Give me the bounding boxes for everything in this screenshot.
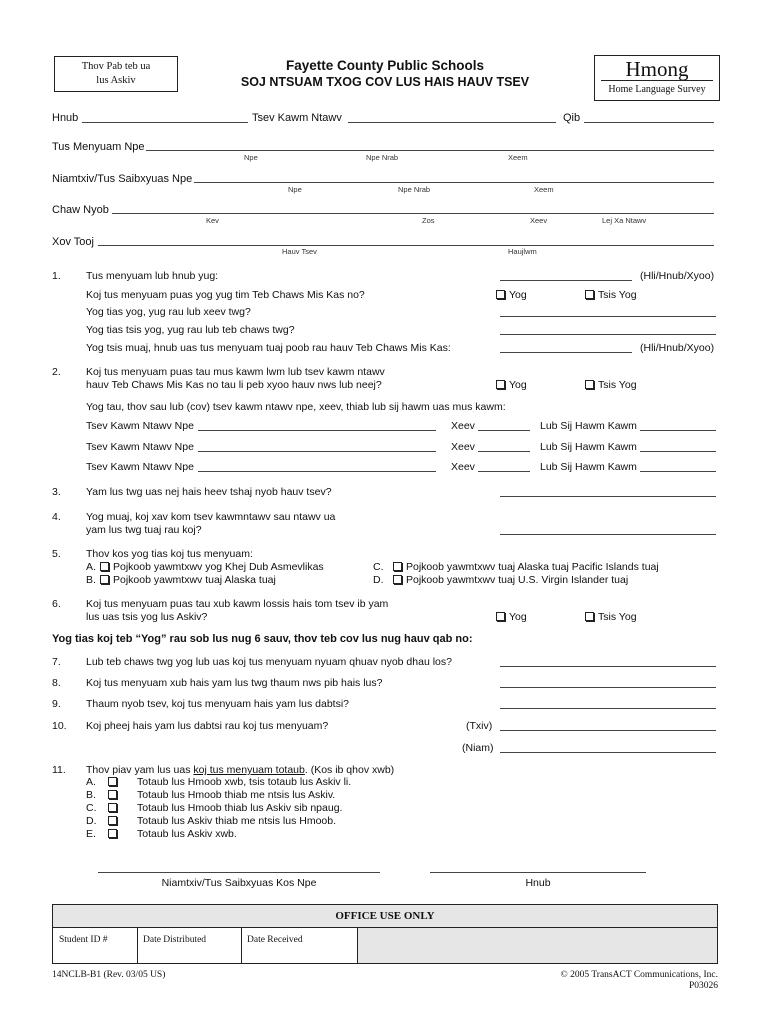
q2-time-label: Lub Sij Hawm Kawm — [540, 420, 637, 432]
office-student-id: Student ID # — [59, 935, 108, 945]
q1-no-option[interactable] — [585, 289, 637, 301]
q5-option-a[interactable] — [86, 561, 324, 573]
q7-text: Lub teb chaws twg yog lub uas koj tus menyuam nyuam qhuav nyob dhau los? — [86, 656, 452, 668]
parent-name-field[interactable] — [194, 182, 714, 183]
date-field[interactable] — [82, 122, 248, 123]
q1-arrival-field[interactable] — [500, 352, 632, 353]
q6-yes-option[interactable] — [496, 611, 527, 623]
form-code: 14NCLB-B1 (Rev. 03/05 US) — [52, 970, 166, 980]
phone-home-caption: Hauv Tsev — [282, 247, 317, 256]
parent-name-label: Niamtxiv/Tus Saibxyuas Npe — [52, 173, 193, 185]
signature-date-field[interactable] — [430, 872, 646, 873]
q1-country-text: Yog tias tsis yog, yug rau lub teb chaws twg? — [86, 324, 295, 336]
q11-number: 11. — [52, 764, 66, 776]
language-subtitle: Home Language Survey — [608, 84, 706, 95]
q3-field[interactable] — [500, 496, 716, 497]
q3-number: 3. — [52, 486, 61, 498]
checkbox-icon[interactable] — [108, 816, 117, 825]
q5-option-d[interactable] — [373, 574, 628, 586]
q8-text: Koj tus menyuam xub hais yam lus twg thaum nws pib hais lus? — [86, 677, 383, 689]
q11-text — [86, 764, 394, 776]
q1-birthdate-text: Tus menyuam lub hnub yug: — [86, 270, 219, 282]
student-middle-name-caption: Npe Nrab — [366, 153, 399, 162]
grade-field[interactable] — [584, 122, 714, 123]
q11-option-text: Totaub lus Hmoob thiab lus Askiv sib npaug. — [137, 802, 343, 814]
q10-mother-label: (Niam) — [462, 742, 494, 754]
q10-mother-field[interactable] — [500, 752, 716, 753]
school-label: Tsev Kawm Ntawv — [252, 112, 342, 124]
phone-work-caption: Haujlwm — [508, 247, 537, 256]
q8-field[interactable] — [500, 687, 716, 688]
checkbox-icon[interactable] — [585, 612, 594, 621]
q2-time-label: Lub Sij Hawm Kawm — [540, 441, 637, 453]
address-zip-caption: Lej Xa Ntawv — [602, 216, 647, 225]
checkbox-icon[interactable] — [585, 380, 594, 389]
q8-number: 8. — [52, 677, 61, 689]
q10-father-field[interactable] — [500, 730, 716, 731]
q4-line2: yam lus twg tuaj rau koj? — [86, 524, 202, 536]
q1-country-field[interactable] — [500, 334, 716, 335]
q6-no-option[interactable] — [585, 611, 637, 623]
q11-option-text: Totaub lus Askiv thiab me ntsis lus Hmoob. — [137, 815, 337, 827]
parent-last-name-caption: Xeem — [534, 185, 554, 194]
follow-up-instruction: Yog tias koj teb “Yog” rau sob lus nug 6 sauv, thov teb cov lus nug hauv qab no: — [52, 633, 473, 645]
q6-line1: Koj tus menyuam puas tau xub kawm lossis hais tom tsev ib yam — [86, 598, 389, 610]
translation-request-line1: Thov Pab teb ua — [81, 61, 151, 72]
q2-yes-label: Yog — [509, 379, 527, 391]
q11-option-letter: C. — [86, 802, 97, 814]
phone-field[interactable] — [98, 245, 714, 246]
q1-yes-label: Yog — [509, 289, 527, 301]
q5-option-a-text: Pojkoob yawmtxwv yog Khej Dub Asmevlikas — [113, 561, 324, 573]
school-field[interactable] — [348, 122, 556, 123]
q2-school-label: Tsev Kawm Ntawv Npe — [86, 420, 194, 432]
checkbox-icon[interactable] — [108, 803, 117, 812]
q10-father-label: (Txiv) — [466, 720, 493, 732]
q11-option-letter: A. — [86, 776, 96, 788]
office-use-table — [52, 904, 718, 964]
address-city-caption: Zos — [422, 216, 435, 225]
q5-option-a-letter: A. — [86, 561, 96, 573]
translation-request-line2: lus Askiv — [96, 75, 136, 86]
q2-no-label: Tsis Yog — [598, 379, 637, 391]
signature-label: Niamtxiv/Tus Saibxyuas Kos Npe — [161, 877, 317, 889]
page-title: Fayette County Public Schools — [285, 58, 485, 73]
grade-label: Qib — [563, 112, 581, 124]
q2-time-field[interactable] — [640, 471, 716, 472]
product-code: P03026 — [688, 981, 718, 991]
q5-option-b-text: Pojkoob yawmtxwv tuaj Alaska tuaj — [113, 574, 276, 586]
checkbox-icon[interactable] — [100, 562, 109, 571]
checkbox-icon[interactable] — [585, 290, 594, 299]
q2-state-field[interactable] — [478, 430, 530, 431]
q6-yes-label: Yog — [509, 611, 527, 623]
q5-number: 5. — [52, 548, 61, 560]
phone-label: Xov Tooj — [52, 236, 94, 248]
q5-option-c-text: Pojkoob yawmtxwv tuaj Alaska tuaj Pacific Islands tuaj — [406, 561, 659, 573]
q2-state-field[interactable] — [478, 471, 530, 472]
q11-option-text: Totaub lus Askiv xwb. — [137, 828, 237, 840]
address-field[interactable] — [112, 213, 714, 214]
address-label: Chaw Nyob — [52, 204, 109, 216]
q11-option-letter: D. — [86, 815, 97, 827]
q2-school-field[interactable] — [198, 430, 436, 431]
q5-option-b[interactable] — [86, 574, 276, 586]
page-subtitle: SOJ NTSUAM TXOG COV LUS HAIS HAUV TSEV — [240, 75, 530, 89]
q2-school-label: Tsev Kawm Ntawv Npe — [86, 461, 194, 473]
q2-line2: hauv Teb Chaws Mis Kas no tau li peb xyoo hauv nws lub neej? — [86, 379, 382, 391]
q6-line2: lus uas tsis yog lus Askiv? — [86, 611, 208, 623]
q11-option-text: Totaub lus Hmoob thiab me ntsis lus Askiv. — [137, 789, 336, 801]
q2-time-label: Lub Sij Hawm Kawm — [540, 461, 637, 473]
parent-first-name-caption: Npe — [288, 185, 302, 194]
q11-option-letter: B. — [86, 789, 96, 801]
checkbox-icon[interactable] — [496, 290, 505, 299]
q6-number: 6. — [52, 598, 61, 610]
q11-option-text: Totaub lus Hmoob xwb, tsis totaub lus Askiv li. — [137, 776, 352, 788]
language-box — [594, 55, 720, 101]
q4-field[interactable] — [500, 534, 716, 535]
signature-date-label: Hnub — [525, 877, 551, 889]
checkbox-icon[interactable] — [496, 612, 505, 621]
q5-option-b-letter: B. — [86, 574, 96, 586]
student-first-name-caption: Npe — [244, 153, 258, 162]
q2-school-label: Tsev Kawm Ntawv Npe — [86, 441, 194, 453]
q1-born-us-text: Koj tus menyuam puas yog yug tim Teb Chaws Mis Kas no? — [86, 289, 365, 301]
q11-option-d[interactable] — [86, 815, 336, 827]
q2-follow-text: Yog tau, thov sau lub (cov) tsev kawm ntawv npe, xeev, thiab lub sij hawm uas mus kawm: — [86, 401, 506, 413]
q9-text: Thaum nyob tsev, koj tus menyuam hais yam lus dabtsi? — [86, 698, 350, 710]
q2-line1: Koj tus menyuam puas tau mus kawm lwm lub tsev kawm ntawv — [86, 366, 385, 378]
q11-text-pre: Thov piav yam lus uas — [86, 764, 194, 776]
q1-state-text: Yog tias yog, yug rau lub xeev twg? — [86, 306, 251, 318]
translation-request-box — [54, 56, 178, 92]
q10-text: Koj pheej hais yam lus dabtsi rau koj tus menyuam? — [86, 720, 329, 732]
checkbox-icon[interactable] — [108, 829, 117, 838]
language-title: Hmong — [625, 57, 689, 81]
parent-middle-name-caption: Npe Nrab — [398, 185, 431, 194]
q1-state-field[interactable] — [500, 316, 716, 317]
q2-number: 2. — [52, 366, 61, 378]
q1-number: 1. — [52, 270, 61, 282]
checkbox-icon[interactable] — [108, 790, 117, 799]
q2-school-field[interactable] — [198, 451, 436, 452]
q11-option-letter: E. — [86, 828, 96, 840]
student-last-name-caption: Xeem — [508, 153, 528, 162]
q1-yes-option[interactable] — [496, 289, 527, 301]
office-use-title: OFFICE USE ONLY — [53, 905, 717, 928]
q5-option-c-letter: C. — [373, 561, 384, 573]
student-name-field[interactable] — [146, 150, 714, 151]
q1-no-label: Tsis Yog — [598, 289, 637, 301]
q1-birthdate-field[interactable] — [500, 280, 632, 281]
q2-time-field[interactable] — [640, 451, 716, 452]
q11-option-a[interactable] — [86, 776, 351, 788]
q3-text: Yam lus twg uas nej hais heev tshaj nyob hauv tsev? — [86, 486, 332, 498]
office-date-distributed: Date Distributed — [143, 935, 207, 945]
q2-state-label: Xeev — [451, 441, 475, 453]
q5-option-d-letter: D. — [373, 574, 384, 586]
student-name-label: Tus Menyuam Npe — [52, 141, 145, 153]
copyright: © 2005 TransACT Communications, Inc. — [560, 970, 718, 980]
q4-line1: Yog muaj, koj xav kom tsev kawmntawv sau ntawv ua — [86, 511, 336, 523]
q5-option-c[interactable] — [373, 561, 659, 573]
q9-field[interactable] — [500, 708, 716, 709]
q11-text-post: . (Kos ib qhov xwb) — [304, 764, 395, 776]
q7-field[interactable] — [500, 666, 716, 667]
q2-state-label: Xeev — [451, 461, 475, 473]
q5-text: Thov kos yog tias koj tus menyuam: — [86, 548, 253, 560]
checkbox-icon[interactable] — [496, 380, 505, 389]
q11-option-c[interactable] — [86, 802, 342, 814]
signature-field[interactable] — [98, 872, 380, 873]
date-label: Hnub — [52, 112, 79, 124]
address-street-caption: Kev — [206, 216, 219, 225]
checkbox-icon[interactable] — [100, 575, 109, 584]
q10-number: 10. — [52, 720, 67, 732]
q1-birthdate-suffix: (Hli/Hnub/Xyoo) — [640, 270, 715, 282]
q6-no-label: Tsis Yog — [598, 611, 637, 623]
q2-state-label: Xeev — [451, 420, 475, 432]
q11-option-b[interactable] — [86, 789, 335, 801]
q2-yes-option[interactable] — [496, 379, 527, 391]
q2-time-field[interactable] — [640, 430, 716, 431]
q1-arrival-text: Yog tsis muaj, hnub uas tus menyuam tuaj poob rau hauv Teb Chaws Mis Kas: — [86, 342, 451, 354]
q2-no-option[interactable] — [585, 379, 637, 391]
q11-option-e[interactable] — [86, 828, 237, 840]
address-state-caption: Xeev — [530, 216, 548, 225]
q4-number: 4. — [52, 511, 61, 523]
checkbox-icon[interactable] — [393, 562, 402, 571]
q5-option-d-text: Pojkoob yawmtxwv tuaj U.S. Virgin Islander tuaj — [406, 574, 629, 586]
q9-number: 9. — [52, 698, 61, 710]
office-date-received: Date Received — [247, 935, 303, 945]
checkbox-icon[interactable] — [393, 575, 402, 584]
q2-school-field[interactable] — [198, 471, 436, 472]
checkbox-icon[interactable] — [108, 777, 117, 786]
q7-number: 7. — [52, 656, 61, 668]
q2-state-field[interactable] — [478, 451, 530, 452]
q11-text-underlined: koj tus menyuam totaub — [193, 764, 305, 776]
q1-arrival-suffix: (Hli/Hnub/Xyoo) — [640, 342, 715, 354]
